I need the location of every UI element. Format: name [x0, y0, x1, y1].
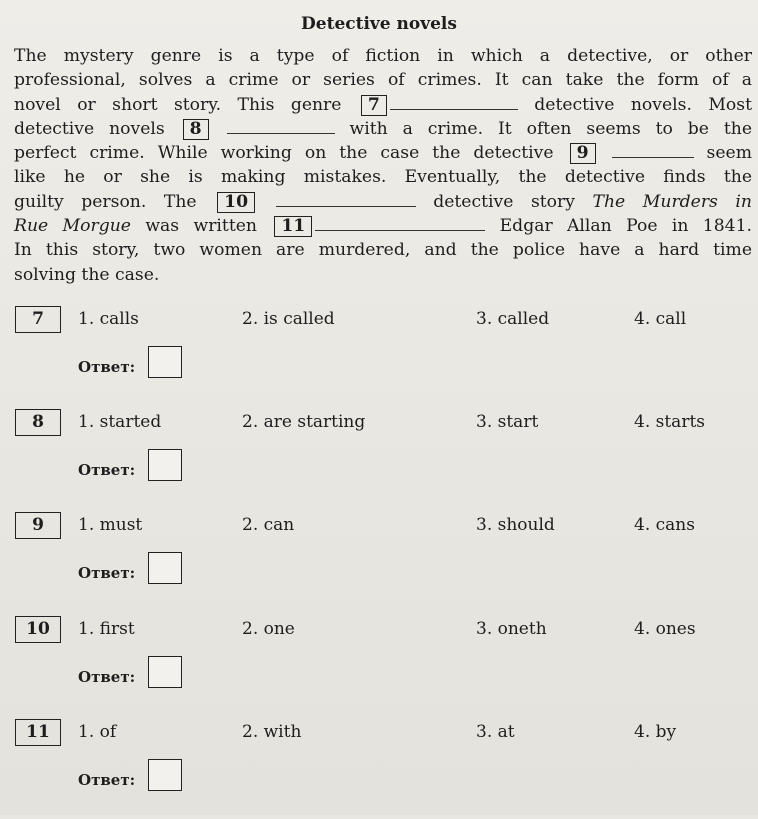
- question-11: [0, 719, 758, 819]
- answer-label: Ответ:: [78, 564, 136, 582]
- option-1: 1. calls: [78, 309, 139, 329]
- answer-box[interactable]: [148, 552, 182, 584]
- option-2: 2. one: [242, 619, 295, 639]
- question-9: [0, 512, 758, 612]
- option-2: 2. with: [242, 722, 302, 742]
- question-number: 8: [15, 409, 61, 436]
- passage-text: was written: [145, 216, 257, 237]
- book-title: The Murders in: [592, 191, 752, 212]
- gap-blank-11: [315, 216, 485, 231]
- answer-box[interactable]: [148, 656, 182, 688]
- option-2: 2. are starting: [242, 412, 366, 432]
- option-4: 4. starts: [634, 412, 705, 432]
- passage: [14, 44, 752, 287]
- option-3: 3. called: [476, 309, 550, 329]
- option-2: 2. can: [242, 515, 295, 535]
- question-8: [0, 409, 758, 509]
- passage-line: professional, solves a crime or series of crimes. It can take the form of a: [14, 70, 752, 91]
- gap-blank-8: [227, 119, 335, 134]
- question-number: 9: [15, 512, 61, 539]
- answer-label: Ответ:: [78, 358, 136, 376]
- answer-label: Ответ:: [78, 668, 136, 686]
- passage-line: [14, 93, 752, 117]
- passage-line: [14, 141, 752, 165]
- option-1: 1. of: [78, 722, 117, 742]
- passage-text: detective novels. Most: [534, 94, 753, 115]
- passage-text: seem: [706, 143, 753, 164]
- question-number: 11: [15, 719, 61, 746]
- option-3: 3. oneth: [476, 619, 547, 639]
- option-4: 4. ones: [634, 619, 696, 639]
- option-2: 2. is called: [242, 309, 335, 329]
- question-number: 7: [15, 306, 61, 333]
- passage-text: guilty person. The: [14, 191, 197, 212]
- option-1: 1. first: [78, 619, 135, 639]
- option-1: 1. started: [78, 412, 162, 432]
- option-4: 4. cans: [634, 515, 695, 535]
- passage-text: novel or short story. This genre: [14, 94, 342, 115]
- passage-line: solving the case.: [14, 264, 160, 285]
- gap-number-7: 7: [361, 95, 387, 116]
- option-3: 3. start: [476, 412, 539, 432]
- gap-number-9: 9: [570, 143, 596, 164]
- passage-line: In this story, two women are murdered, and the police have a hard time: [14, 240, 752, 261]
- passage-line: [14, 190, 752, 214]
- option-3: 3. should: [476, 515, 555, 535]
- gap-number-11: 11: [274, 216, 312, 237]
- gap-blank-7: [390, 95, 518, 110]
- answer-box[interactable]: [148, 449, 182, 481]
- passage-text: with a crime. It often seems to be the: [349, 118, 753, 139]
- option-4: 4. call: [634, 309, 687, 329]
- answer-label: Ответ:: [78, 461, 136, 479]
- answer-label: Ответ:: [78, 771, 136, 789]
- passage-text: detective story: [433, 191, 575, 212]
- passage-line: [14, 117, 752, 141]
- gap-number-10: 10: [217, 192, 255, 213]
- gap-number-8: 8: [183, 119, 209, 140]
- question-10: [0, 616, 758, 716]
- passage-line: [14, 214, 752, 238]
- passage-text: detective novels: [14, 118, 165, 139]
- option-1: 1. must: [78, 515, 143, 535]
- question-number: 10: [15, 616, 61, 643]
- passage-line: like he or she is making mistakes. Eventually, the detective finds the: [14, 167, 752, 188]
- answer-box[interactable]: [148, 759, 182, 791]
- answer-box[interactable]: [148, 346, 182, 378]
- passage-line: The mystery genre is a type of fiction in which a detective, or other: [14, 46, 752, 66]
- page-title: Detective novels: [301, 14, 457, 34]
- passage-text: perfect crime. While working on the case the detective: [14, 143, 554, 164]
- question-7: [0, 306, 758, 406]
- passage-text: Edgar Allan Poe in 1841.: [499, 216, 753, 237]
- gap-blank-9: [612, 143, 694, 158]
- option-3: 3. at: [476, 722, 515, 742]
- option-4: 4. by: [634, 722, 677, 742]
- book-title: Rue Morgue: [14, 216, 131, 237]
- gap-blank-10: [276, 192, 416, 207]
